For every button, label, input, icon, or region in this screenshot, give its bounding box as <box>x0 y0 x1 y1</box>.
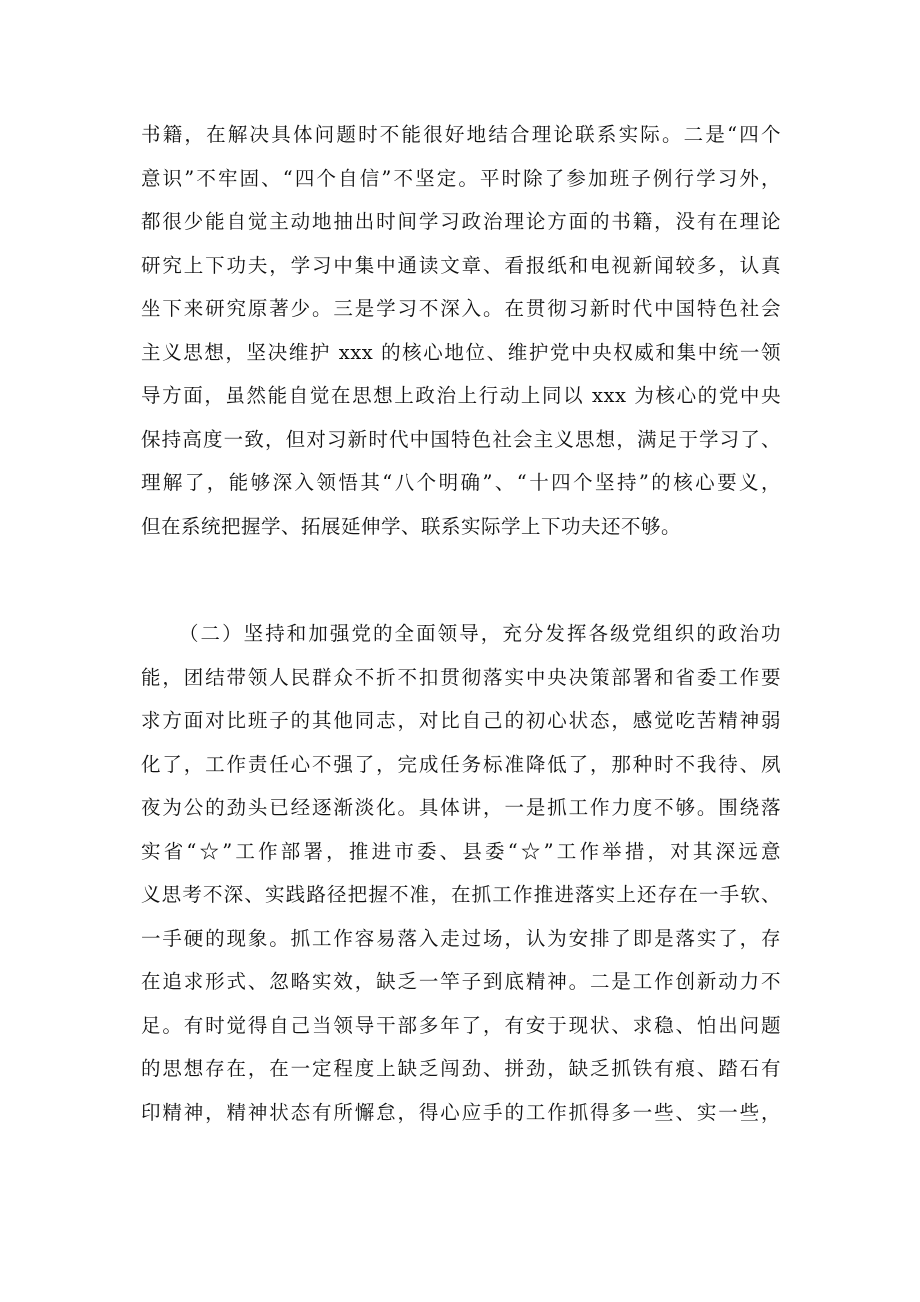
text-line: 一手硬的现象。抓工作容易落入走过场，认为安排了即是落实了，存 <box>141 926 781 950</box>
text-line: 的思想存在，在一定程度上缺乏闯劲、拼劲，缺乏抓铁有痕、踏石有 <box>141 1057 781 1080</box>
text-line: 印精神，精神状态有所懈怠，得心应手的工作抓得多一些、实一些， <box>141 1100 781 1124</box>
paragraph-1 <box>141 113 781 548</box>
text-line: 书籍，在解决具体问题时不能很好地结合理论联系实际。二是“四个 <box>141 123 781 146</box>
text-line: 导方面，虽然能自觉在思想上政治上行动上同以 xxx 为核心的党中央 <box>141 384 781 407</box>
text-line: 坐下来研究原著少。三是学习不深入。在贯彻习新时代中国特色社会 <box>141 297 781 320</box>
text-line: 意识”不牢固、“四个自信”不坚定。平时除了参加班子例行学习外， <box>141 166 781 190</box>
text-line: 研究上下功夫，学习中集中通读文章、看报纸和电视新闻较多，认真 <box>141 253 781 277</box>
text-line: 能，团结带领人民群众不折不扣贯彻落实中央决策部署和省委工作要 <box>141 665 781 689</box>
text-line: 足。有时觉得自己当领导干部多年了，有安于现状、求稳、怕出问题 <box>141 1013 781 1037</box>
text-line: 理解了，能够深入领悟其“八个明确”、“十四个坚持”的核心要义， <box>141 471 781 494</box>
text-line: 实省“☆”工作部署，推进市委、县委“☆”工作举措，对其深远意 <box>141 839 781 863</box>
text-line: 求方面对比班子的其他同志，对比自己的初心状态，感觉吃苦精神弱 <box>141 709 781 732</box>
text-line: （二）坚持和加强党的全面领导，充分发挥各级党组织的政治功 <box>179 622 781 645</box>
text-line: 在追求形式、忽略实效，缺乏一竿子到底精神。二是工作创新动力不 <box>141 970 781 993</box>
text-line: 义思考不深、实践路径把握不准，在抓工作推进落实上还存在一手软、 <box>141 883 781 906</box>
text-line: 主义思想，坚决维护 xxx 的核心地位、维护党中央权威和集中统一领 <box>141 340 781 364</box>
text-line: 化了，工作责任心不强了，完成任务标准降低了，那种时不我待、夙 <box>141 752 781 776</box>
text-line: 夜为公的劲头已经逐渐淡化。具体讲，一是抓工作力度不够。围绕落 <box>141 796 781 819</box>
text-line: 都很少能自觉主动地抽出时间学习政治理论方面的书籍，没有在理论 <box>141 210 781 233</box>
text-line: 但在系统把握学、拓展延伸学、联系实际学上下功夫还不够。 <box>141 514 682 538</box>
paragraph-2 <box>141 612 781 1134</box>
text-line: 保持高度一致，但对习新时代中国特色社会主义思想，满足于学习了、 <box>141 427 781 451</box>
